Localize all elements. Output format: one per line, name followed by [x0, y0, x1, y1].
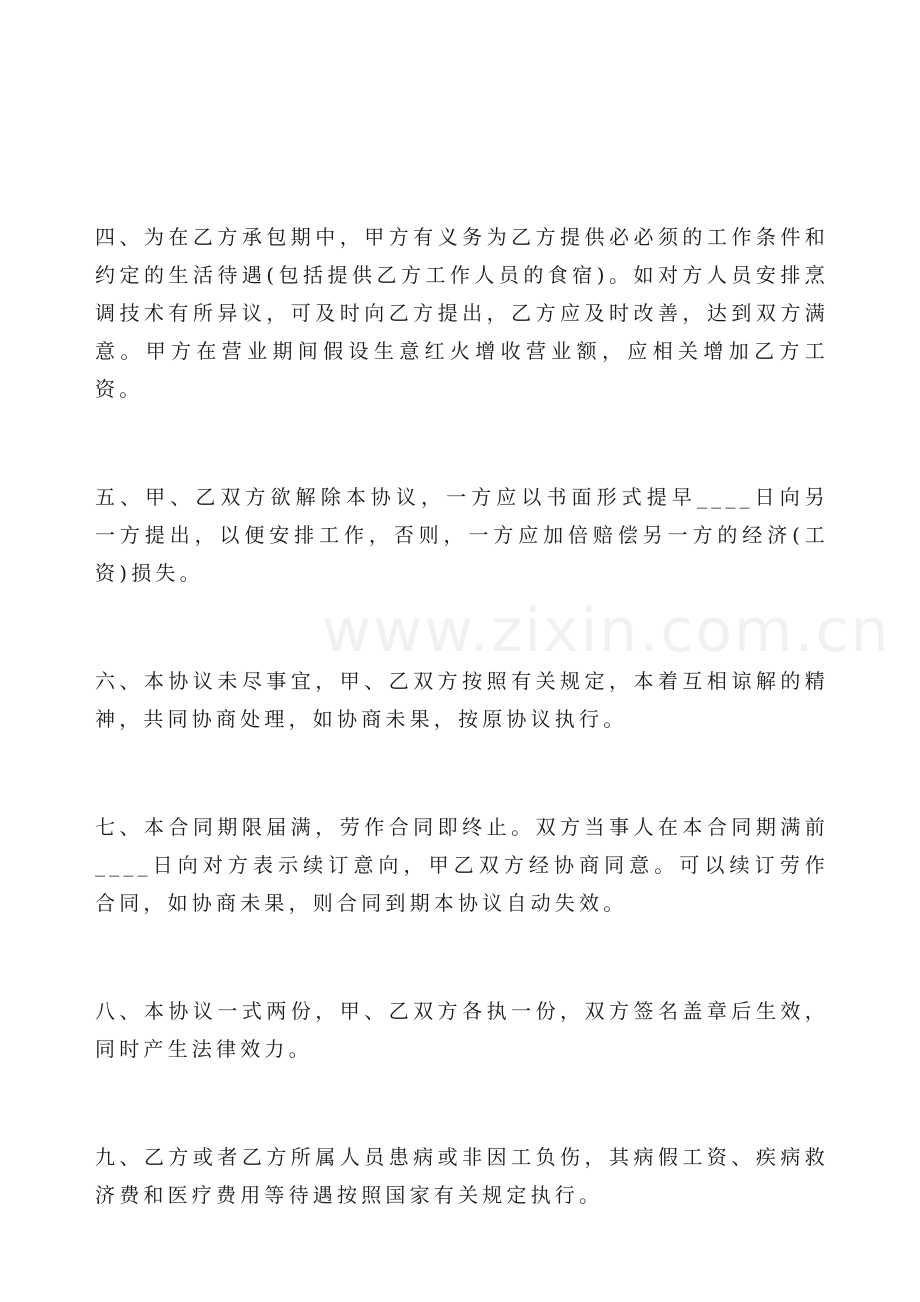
- clause-8: 八、本协议一式两份，甲、乙双方各执一份，双方签名盖章后生效，同时产生法律效力。: [95, 999, 829, 1061]
- clause-9: 九、乙方或者乙方所属人员患病或非因工负伤，其病假工资、疾病救济费和医疗费用等待遇按照国家有关规定执行。: [95, 1145, 829, 1207]
- clause-7: 七、本合同期限届满，劳作合同即终止。双方当事人在本合同期满前____日向对方表示续订意向，甲乙双方经协商同意。可以续订劳作合同，如协商未果，则合同到期本协议自动失效。: [95, 815, 829, 915]
- clause-6: 六、本协议未尽事宜，甲、乙双方按照有关规定，本着互相谅解的精神，共同协商处理，如协商未果，按原协议执行。: [95, 669, 829, 731]
- watermark: www.zixin.com.cn: [322, 596, 891, 666]
- clause-5: 五、甲、乙双方欲解除本协议，一方应以书面形式提早____日向另一方提出，以便安排工作，否则，一方应加倍赔偿另一方的经济(工资)损失。: [95, 485, 829, 585]
- document-body: [95, 218, 829, 1284]
- clause-4: 四、为在乙方承包期中，甲方有义务为乙方提供必必须的工作条件和约定的生活待遇(包括提供乙方工作人员的食宿)。如对方人员安排烹调技术有所异议，可及时向乙方提出，乙方应及时改善，达到双方满意。甲方在营业期间假设生意红火增收营业额，应相关增加乙方工资。: [95, 225, 829, 401]
